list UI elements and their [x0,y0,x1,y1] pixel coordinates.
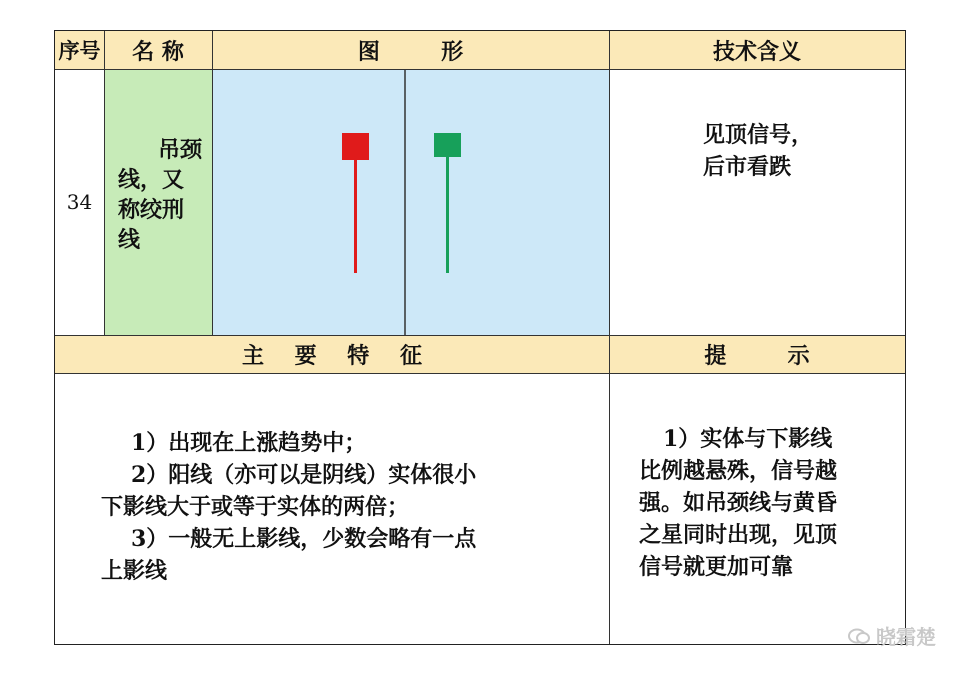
tip-line: 1）实体与下影线 [663,426,833,452]
features-cell [55,373,609,644]
tips-cell [609,373,905,644]
candlestick-figure [212,69,609,335]
row-name-cell [104,69,212,335]
tip-line: 信号就更加可靠 [639,554,794,580]
feature-line: 3）一般无上影线，少数会略有一点 [131,526,477,552]
header-index: 序号 [55,31,104,69]
row-index: 34 [66,190,93,214]
header-features: 主 要 特 征 [55,335,609,373]
grid-line [212,31,213,335]
watermark-text: 晓霜楚 [876,625,936,649]
name-line: 吊颈 [157,137,202,163]
meaning-line: 见顶信号， [703,122,814,148]
header-tips: 提 示 [609,335,905,373]
header-figure: 图 形 [212,31,609,69]
grid-line [55,69,905,70]
feature-line: 上影线 [101,558,168,584]
grid-line [55,373,905,374]
tip-line: 之星同时出现，见顶 [639,522,838,548]
header-meaning: 技术含义 [609,31,905,69]
tip-line: 强。如吊颈线与黄昏 [639,490,838,516]
meaning-cell [609,69,905,335]
wechat-icon [848,627,870,645]
meaning-line: 后市看跌 [703,154,792,180]
watermark [848,621,936,650]
feature-line: 2）阳线（亦可以是阴线）实体很小 [131,462,477,488]
yang-candle-body [342,133,369,160]
header-name: 名 称 [104,31,212,69]
feature-line: 1）出现在上涨趋势中； [131,430,367,456]
grid-line [104,31,105,335]
row-name-text [118,135,208,255]
name-line: 线，又 [118,167,185,193]
pattern-table [54,30,906,645]
name-line: 称绞刑 [118,197,185,223]
figure-cell [212,69,609,335]
name-line: 线 [118,227,141,253]
yin-candle-body [434,133,461,157]
grid-line [55,335,905,336]
feature-line: 下影线大于或等于实体的两倍； [101,494,410,520]
grid-line [609,31,610,644]
tip-line: 比例越悬殊，信号越 [639,458,838,484]
